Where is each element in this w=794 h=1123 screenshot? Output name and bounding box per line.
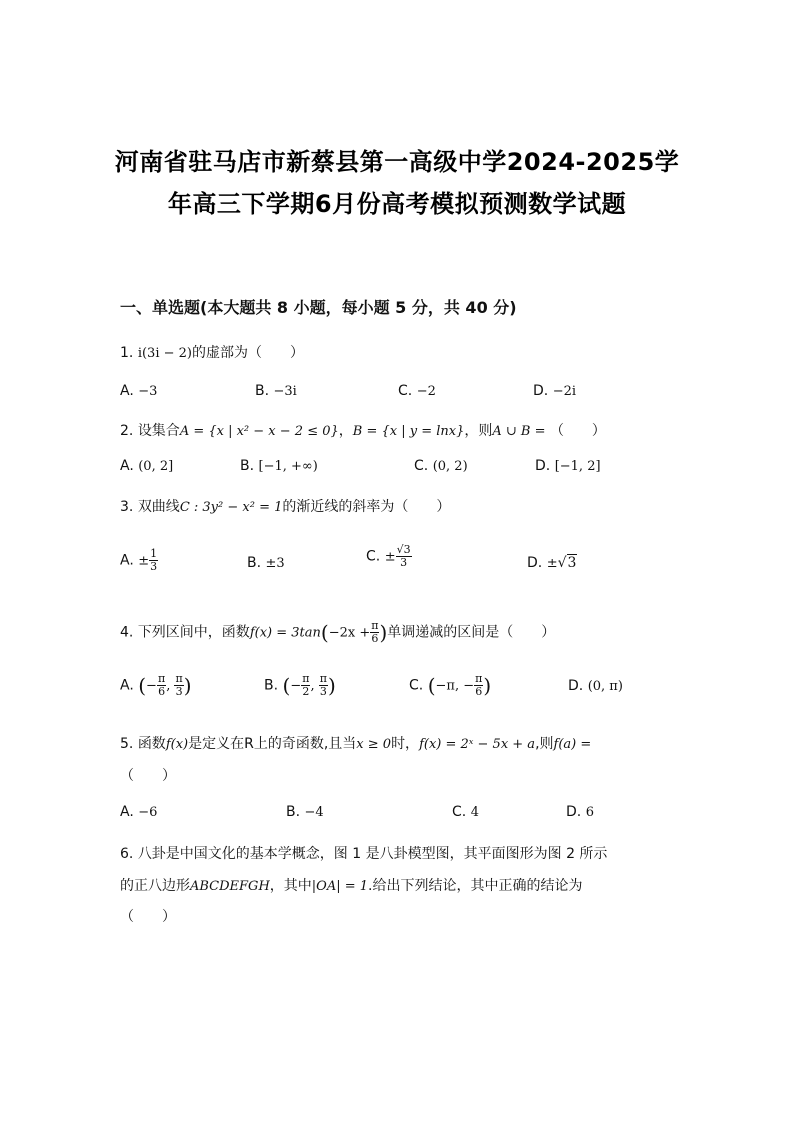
q4-option-c: C. (−π, − $\frac{\pi}{6}$ ) (409, 672, 492, 698)
vector-magnitude: |OA| = 1 (311, 879, 369, 894)
union-expression: A ∪ B = (492, 424, 546, 439)
q4-option-d: D. (0, π) (568, 678, 623, 694)
q1-option-c: C. −2 (398, 383, 436, 399)
question-6-line-3: （ ） (120, 909, 176, 925)
question-2: 2. 设集合A = {x | x² − x − 2 ≤ 0}，B = {x | y = lnx}，则A ∪ B = （ ） (120, 423, 606, 439)
q1-option-a: A. −3 (120, 383, 158, 399)
q3-option-a: A. ± $\frac{1}{3}$ (120, 547, 158, 573)
question-3: 3. 双曲线C : 3y² − x² = 1的渐近线的斜率为（ ） (120, 499, 451, 515)
question-number: 6. (120, 846, 134, 862)
question-5: 5. 函数f(x)是定义在R上的奇函数,且当x ≥ 0时，f(x) = 2ˣ − 5x + a,则f(a) = (120, 736, 592, 752)
q1-option-b: B. −3i (255, 383, 297, 399)
q1-option-d: D. −2i (533, 383, 577, 399)
function-expression: f(x) = 3tan (249, 625, 321, 641)
question-number: 3. (120, 499, 134, 515)
q5-option-c: C. 4 (452, 804, 479, 820)
hyperbola-equation: C : 3y² − x² = 1 (179, 500, 283, 515)
q3-option-c: C. ± $\frac{√3}{3}$ (366, 543, 411, 569)
q5-option-a: A. −6 (120, 804, 158, 820)
q4-option-b: B. (− $\frac{\pi}{2}$ , $\frac{\pi}{3}$ ) (264, 672, 336, 698)
q3-option-b: B. ±3 (247, 555, 285, 571)
set-b: B = {x | y = lnx} (352, 424, 465, 439)
question-6: 6. 八卦是中国文化的基本学概念，图 1 是八卦模型图，其平面图形为图 2 所示 (120, 846, 608, 862)
question-1 (120, 342, 304, 362)
page-title-line-1: 河南省驻马店市新蔡县第一高级中学2024-2025学 (114, 148, 680, 176)
question-text: 的虚部为（ ） (191, 345, 304, 361)
q4-option-a: A. (− $\frac{\pi}{6}$ , $\frac{\pi}{3}$ ) (120, 672, 192, 698)
question-5-continued: （ ） (120, 768, 176, 784)
question-number: 1. (120, 345, 134, 361)
octagon-label: ABCDEFGH (190, 879, 270, 894)
question-number: 2. (120, 423, 134, 439)
function-definition: f(x) = 2ˣ − 5x + a (419, 737, 536, 752)
question-number: 4. (120, 624, 134, 641)
math-expression: i(3i − 2) (137, 346, 192, 361)
q5-option-d: D. 6 (566, 804, 594, 820)
q2-option-c: C. (0, 2) (414, 458, 468, 474)
page-title-line-2: 年高三下学期6月份高考模拟预测数学试题 (167, 190, 627, 218)
q2-option-d: D. [−1, 2] (535, 458, 601, 474)
q5-option-b: B. −4 (286, 804, 324, 820)
q2-option-a: A. (0, 2] (120, 458, 174, 474)
question-number: 5. (120, 736, 134, 752)
q3-option-d: D. ±√3 (527, 555, 577, 571)
question-6-line-2: 的正八边形ABCDEFGH，其中|OA| = 1.给出下列结论，其中正确的结论为 (120, 878, 583, 894)
q2-option-b: B. [−1, +∞) (240, 458, 318, 474)
section-heading: 一、单选题(本大题共 8 小题，每小题 5 分，共 40 分) (120, 298, 517, 317)
question-4: 4. 下列区间中，函数f(x) = 3tan(−2x + $\frac{\pi}{6}$ )单调递减的区间是（ ） (120, 619, 556, 645)
set-a: A = {x | x² − x − 2 ≤ 0} (179, 424, 339, 439)
